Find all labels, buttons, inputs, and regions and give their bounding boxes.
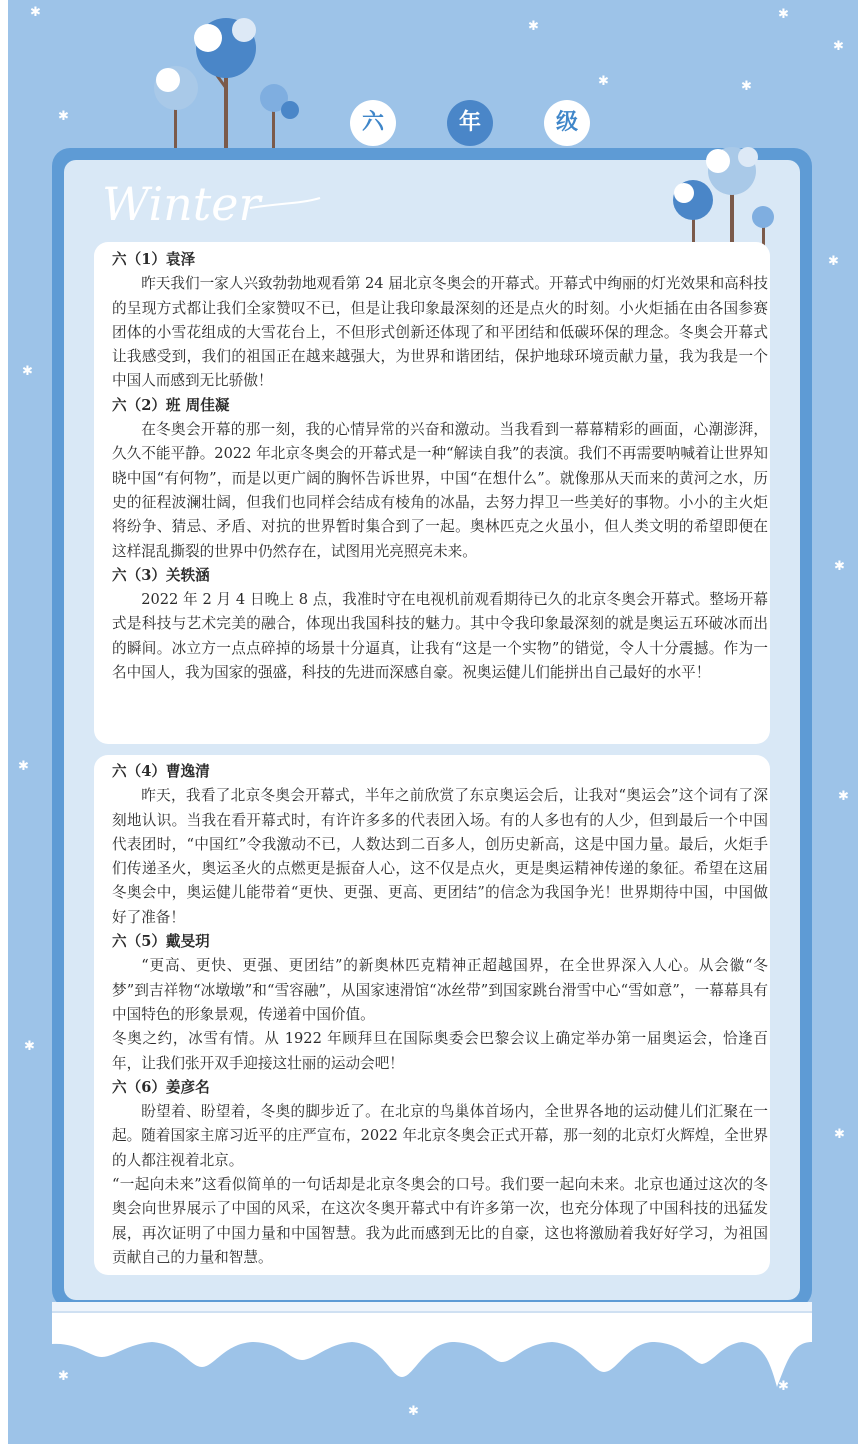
winter-script-logo — [100, 168, 330, 238]
snowflake-icon: ✱ — [22, 364, 33, 379]
entry-paragraph: 昨天我们一家人兴致勃勃地观看第 24 届北京冬奥会的开幕式。开幕式中绚丽的灯光效果和高科技的呈现方式都让我们全家赞叹不已，但是让我印象最深刻的还是点火的时刻。小火炬插在由各国参赛团体的小雪花组成的大雪花台上，不但形式创新还体现了和平团结和低碳环保的理念。冬奥会开幕式让我感受到，我们的祖国正在越来越强大，为世界和谐团结，保护地球环境贡献力量，我为我是一个中国人而感到无比骄傲！ — [112, 275, 768, 390]
snowflake-icon: ✱ — [833, 39, 844, 54]
snowflake-icon: ✱ — [30, 5, 41, 20]
entry-heading: 六（4）曹逸清 — [112, 763, 210, 780]
snowflake-icon: ✱ — [598, 74, 609, 89]
snowflake-icon: ✱ — [741, 79, 752, 94]
snowflake-icon: ✱ — [828, 254, 839, 269]
entry-heading: 六（3）关轶涵 — [112, 566, 210, 584]
title-char: 年 — [447, 100, 493, 146]
entry-paragraph: 2022 年 2 月 4 日晚上 8 点，我准时守在电视机前观看期待已久的北京冬奥会开幕式。整场开幕式是科技与艺术完美的融合，体现出我国科技的魅力。其中令我印象最深刻的就是奥运五环破冰而出的瞬间。冰立方一点点碎掉的场景十分逼真，让我有“这是一个实物”的错觉，令人十分震撼。作为一名中国人，我为国家的强盛，科技的先进而深感自豪。祝奥运健儿们能拼出自己最好的水平！ — [112, 591, 768, 682]
entry-paragraph: 冬奥之约，冰雪有情。从 1922 年顾拜旦在国际奥委会巴黎会议上确定举办第一届奥运会，恰逢百年，让我们张开双手迎接这壮丽的运动会吧！ — [112, 1030, 768, 1072]
page-background — [8, 0, 858, 1444]
snowflake-icon: ✱ — [778, 7, 789, 22]
snowflake-icon: ✱ — [778, 1379, 789, 1394]
entry-heading: 六（5）戴旻玥 — [112, 933, 210, 951]
icicle-band — [52, 1302, 812, 1390]
essay-column — [112, 248, 768, 685]
entry-paragraph: 昨天，我看了北京冬奥会开幕式，半年之前欣赏了东京奥运会后，让我对“奥运会”这个词有了深刻地认识。当我在看开幕式时，有许许多多的代表团入场。有的人多也有的人少，但到最后一个中国代表团时，“中国红”令我激动不已，人数达到二百多人，创历史新高，这是中国力量。最后，火炬手们传递圣火，奥运圣火的点燃更是振奋人心，这不仅是点火，更是奥运精神传递的象征。希望在这届冬奥会中，奥运健儿能带着“更快、更强、更高、更团结”的信念为我国争光！世界期待中国，中国做好了准备！ — [112, 787, 768, 926]
entry-heading: 六（6）姜彦名 — [112, 1078, 210, 1096]
tree-illustration — [658, 145, 788, 250]
snowflake-icon: ✱ — [58, 1369, 69, 1384]
svg-text:Winter: Winter — [102, 177, 261, 231]
entry-heading: 六（2）班 周佳凝 — [112, 396, 230, 414]
essay-column — [112, 760, 768, 1270]
snowflake-icon: ✱ — [834, 559, 845, 574]
entry-paragraph: “更高、更快、更强、更团结”的新奥林匹克精神正超越国界，在全世界深入人心。从会徽“冬梦”到吉祥物“冰墩墩”和“雪容融”，从国家速滑馆“冰丝带”到国家跳台滑雪中心“雪如意”，一幕幕具有中国特色的形象景观，传递着中国价值。 — [112, 957, 768, 1023]
entry-paragraph: 盼望着、盼望着，冬奥的脚步近了。在北京的鸟巢体首场内，全世界各地的运动健儿们汇聚在一起。随着国家主席习近平的庄严宣布，2022 年北京冬奥会正式开幕，那一刻的北京灯火辉煌，全世界的人都注视着北京。 — [112, 1103, 768, 1169]
snowflake-icon: ✱ — [834, 1127, 845, 1142]
snowflake-icon: ✱ — [24, 1039, 35, 1054]
grade-title — [8, 100, 858, 148]
snowflake-icon: ✱ — [408, 1404, 419, 1419]
entry-paragraph: “一起向未来”这看似简单的一句话却是北京冬奥会的口号。我们要一起向未来。北京也通过这次的冬奥会向世界展示了中国的风采，在这次冬奥开幕式中有许多第一次，也充分体现了中国科技的迅猛发展，再次证明了中国力量和中国智慧。我为此而感到无比的自豪，这也将激励着我好好学习，为祖国贡献自己的力量和智慧。 — [112, 1176, 768, 1266]
title-char: 六 — [350, 100, 396, 146]
snowflake-icon: ✱ — [528, 19, 539, 34]
snowflake-icon: ✱ — [18, 759, 29, 774]
snowflake-icon: ✱ — [838, 789, 849, 804]
entry-paragraph: 在冬奥会开幕的那一刻，我的心情异常的兴奋和激动。当我看到一幕幕精彩的画面，心潮澎湃，久久不能平静。2022 年北京冬奥会的开幕式是一种“解读自我”的表演。我们不再需要呐喊着让世界知晓中国“有何物”，而是以更广阔的胸怀告诉世界，中国“在想什么”。就像那从天而来的黄河之水，历史的征程波澜壮阔，但我们也同样会结成有棱角的冰晶，去努力捍卫一些美好的事物。小小的主火炬将纷争、猜忌、矛盾、对抗的世界暂时集合到了一起。奥林匹克之火虽小，但人类文明的希望即便在这样混乱撕裂的世界中仍然存在，试图用光亮照亮未来。 — [112, 421, 768, 560]
snowflake-icon: ✱ — [58, 109, 69, 124]
title-char: 级 — [544, 100, 590, 146]
entry-heading: 六（1）袁泽 — [112, 251, 196, 268]
